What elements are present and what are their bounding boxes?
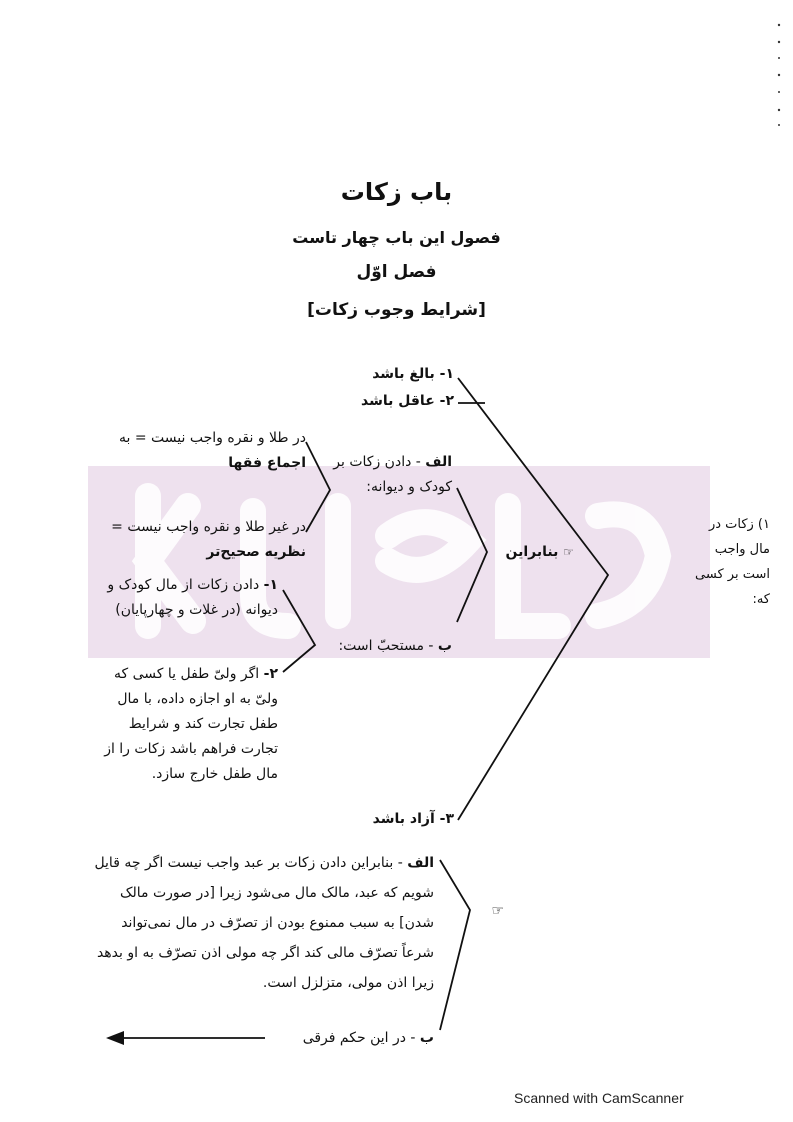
condition-2: ۲- عاقل باشد xyxy=(361,393,454,409)
section-heading: [شرایط وجوب زکات] xyxy=(307,300,486,320)
mustahab-2: ۲- اگر ولیّ طفل یا کسی که ولیّ به او اجازه داده، با مال طفل تجارت کند و شرایط تجارت فراهم باشد زکات را از مال طفل خارج سازد. xyxy=(104,666,278,782)
page-subtitle: فصول این باب چهار تاست xyxy=(292,228,501,247)
left-note: ۱) زکات در مال واجب است بر کسی که: xyxy=(695,517,770,607)
be-bracket xyxy=(283,590,315,672)
therefore-label: ☞ بنابراین xyxy=(505,544,574,560)
scanner-footer: Scanned with CamScanner xyxy=(514,1090,684,1106)
gold-silver-b: در غیر طلا و نقره واجب نیست = نظریه صحیح‌تر xyxy=(111,519,306,560)
branch-alef: الف - دادن زکات بر کودک و دیوانه: xyxy=(333,454,452,495)
therefore-bracket xyxy=(457,488,487,622)
free-be: ب - در این حکم فرقی xyxy=(302,1030,434,1046)
condition-3: ۳- آزاد باشد xyxy=(372,811,454,827)
mustahab-1: ۱- دادن زکات از مال کودک و دیوانه (در غلات و چهارپایان) xyxy=(107,577,278,618)
arrow-head xyxy=(106,1031,124,1045)
branch-be: ب - مستحبّ است: xyxy=(338,638,452,654)
page-title: باب زکات xyxy=(340,178,453,206)
free-alef: الف - بنابراین دادن زکات بر عبد واجب نیست اگر چه قایل شویم که عبد، مالک مال می‌شود زیرا [در صورت مالک شدن] به سبب ممنوع بودن از تصرّف در مال نمی‌تواند شرعاً تصرّف مالی کند اگر چه مولی اذن تصرّف به او بدهد زیرا اذن مولی، متزلزل است. xyxy=(94,855,434,991)
free-bracket xyxy=(440,860,470,1030)
pointing-hand-icon: ☞ xyxy=(563,545,574,559)
alef-bracket xyxy=(306,442,330,532)
chapter-heading: فصل اوّل xyxy=(356,262,437,282)
gold-silver-a: در طلا و نقره واجب نیست = به اجماع فقها xyxy=(119,430,306,471)
condition-1: ۱- بالغ باشد xyxy=(372,366,454,382)
main-bracket xyxy=(458,378,608,820)
pointing-hand-icon: ☞ xyxy=(491,903,504,919)
